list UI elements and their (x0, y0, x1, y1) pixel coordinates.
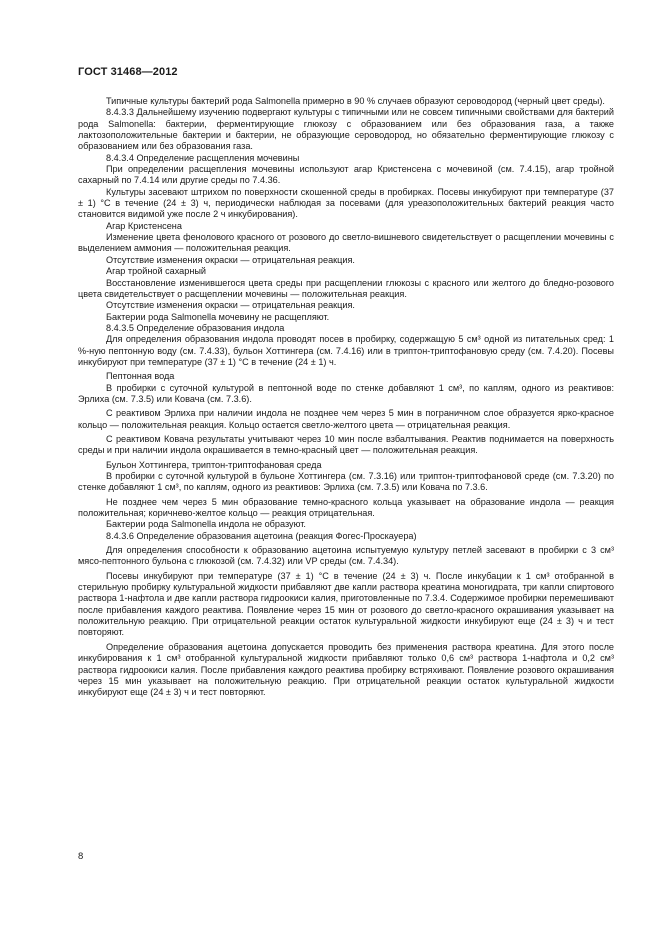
heading-acetoin-formation: 8.4.3.6 Определение образования ацетоина (реакция Фогес-Проскауера) (106, 530, 417, 541)
subheading-peptone-water: Пептонная вода (106, 371, 175, 382)
paragraph: Восстановление изменившегося цвета среды при расщеплении глюкозы с красного или желтого до бледно-розового цвета свидетельствует о расщеплении мочевины — положительная реакция. (78, 277, 614, 299)
heading-indole-formation: 8.4.3.5 Определение образования индола (106, 322, 285, 333)
subheading-triple-sugar-agar: Агар тройной сахарный (106, 266, 207, 277)
paragraph: С реактивом Эрлиха при наличии индола не позднее чем через 5 мин в пограничном слое образуется ярко-красное кольцо — положительная реакция. Кольцо остается светло-желтого цвета — отрицательная реакция. (78, 408, 614, 430)
paragraph: Для определения образования индола проводят посев в пробирку, содержащую 5 см³ одной из питательных сред: 1 %-ную пептонную воду (см. 7.4.33), бульон Хоттингера (см. 7.4.16) или в триптон-триптофановую среду (см. 7.4.20). Посевы инкубируют при температуре (37 ± 1) °С в течение (24 ± 1) ч. (78, 334, 614, 367)
paragraph: Бактерии рода Salmonella мочевину не расщепляют. (106, 311, 330, 322)
heading-urea-hydrolysis: 8.4.3.4 Определение расщепления мочевины (106, 152, 300, 163)
page-number: 8 (78, 851, 84, 862)
paragraph: Типичные культуры бактерий рода Salmonella примерно в 90 % случаев образуют сероводород (черный цвет среды). (106, 96, 605, 106)
paragraph: Изменение цвета фенолового красного от розового до светло-вишневого свидетельствует о расщеплении мочевины с выделением аммония — положительная реакция. (78, 232, 614, 254)
paragraph: Для определения способности к образованию ацетоина испытуемую культуру петлей засевают в пробирки с 3 см³ мясо-пептонного бульона с глюкозой (см. 7.4.32) или VP среды (см. 7.4.34). (78, 545, 614, 567)
document-body (78, 96, 614, 699)
subheading-christensen-agar: Агар Кристенсена (106, 220, 182, 231)
subheading-hottinger-broth: Бульон Хоттингера, триптон-триптофановая среда (106, 459, 322, 470)
paragraph: Определение образования ацетоина допускается проводить без применения раствора креатина. Для этого после инкубирования к 1 см³ отобранной культуральной жидкости прибавляют только 0,6 см³ раствора 1-нафтола и 0,2 см³ раствора гидроокиси калия. После прибавления каждого реактива пробирку встряхивают. Появление розового окрашивания через 15 мин указывает на положительную реакцию. При отрицательной реакции остаток культуральной жидкости инкубируют еще (24 ± 3) ч и тест повторяют. (78, 641, 614, 698)
paragraph: Отсутствие изменения окраски — отрицательная реакция. (106, 254, 355, 265)
paragraph: Не позднее чем через 5 мин образование темно-красного кольца указывает на образование индола — реакция положительная; коричнево-желтое кольцо — реакция отрицательная. (78, 496, 614, 519)
paragraph: В пробирки с суточной культурой в пептонной воде по стенке добавляют 1 см³, по каплям, одного из реактивов: Эрлиха (см. 7.3.5) или Ковача (см. 7.3.6). (78, 382, 614, 404)
paragraph: Отсутствие изменения окраски — отрицательная реакция. (106, 300, 355, 311)
paragraph: При определении расщепления мочевины используют агар Кристенсена с мочевиной (см. 7.4.15), агар тройной сахарный по 7.4.14 или другие среды по 7.4.36. (78, 164, 614, 186)
paragraph: В пробирки с суточной культурой в бульоне Хоттингера (см. 7.3.16) или триптон-триптофановой среде (см. 7.3.20) по стенке добавляют 1 см³, по каплям, одного из реактивов: Эрлиха (см. 7.3.5) или Ковача по 7.3.6. (78, 471, 614, 493)
paragraph: С реактивом Ковача результаты учитывают через 10 мин после взбалтывания. Реактив поднимается на поверхность среды и при наличии индола окрашивается в темно-красный цвет — положительная реакция. (78, 433, 614, 456)
section-8-4-3-3: 8.4.3.3 Дальнейшему изучению подвергают культуры с типичными или не совсем типичными свойствами для бактерий рода Salmonella: бактерии, ферментирующие глюкозу с образованием или без образования газа, а также лактозоположительные бактерии и бактерии, не образующие сероводород, но обязательно ферментирующие глюкозу с образованием или без образования газа. (78, 107, 614, 152)
paragraph: Культуры засевают штрихом по поверхности скошенной среды в пробирках. Посевы инкубируют при температуре (37 ± 1) °С в течение (24 ± 3) ч, периодически наблюдая за посевами (для уреазоположительных бактерий реакция часто становится видимой уже после 2 ч инкубирования). (78, 186, 614, 220)
paragraph: Бактерии рода Salmonella индола не образуют. (106, 519, 306, 530)
standard-header: ГОСТ 31468—2012 (78, 66, 178, 78)
paragraph: Посевы инкубируют при температуре (37 ± 1) °С в течение (24 ± 3) ч. После инкубации к 1 см³ отобранной в стерильную пробирку культуральной жидкости прибавляют две капли раствора креатина моногидрата, три капли спиртового раствора 1-нафтола и две капли раствора гидроокиси калия, приготовленные по 7.3.4. Содержимое пробирки перемешивают после прибавления каждого реактива. Появление через 15 мин от розового до светло-красного окрашивания указывает на положительную реакцию. При отрицательной реакции остаток культуральной жидкости инкубируют еще (24 ± 3) ч и тест повторяют. (78, 570, 614, 638)
